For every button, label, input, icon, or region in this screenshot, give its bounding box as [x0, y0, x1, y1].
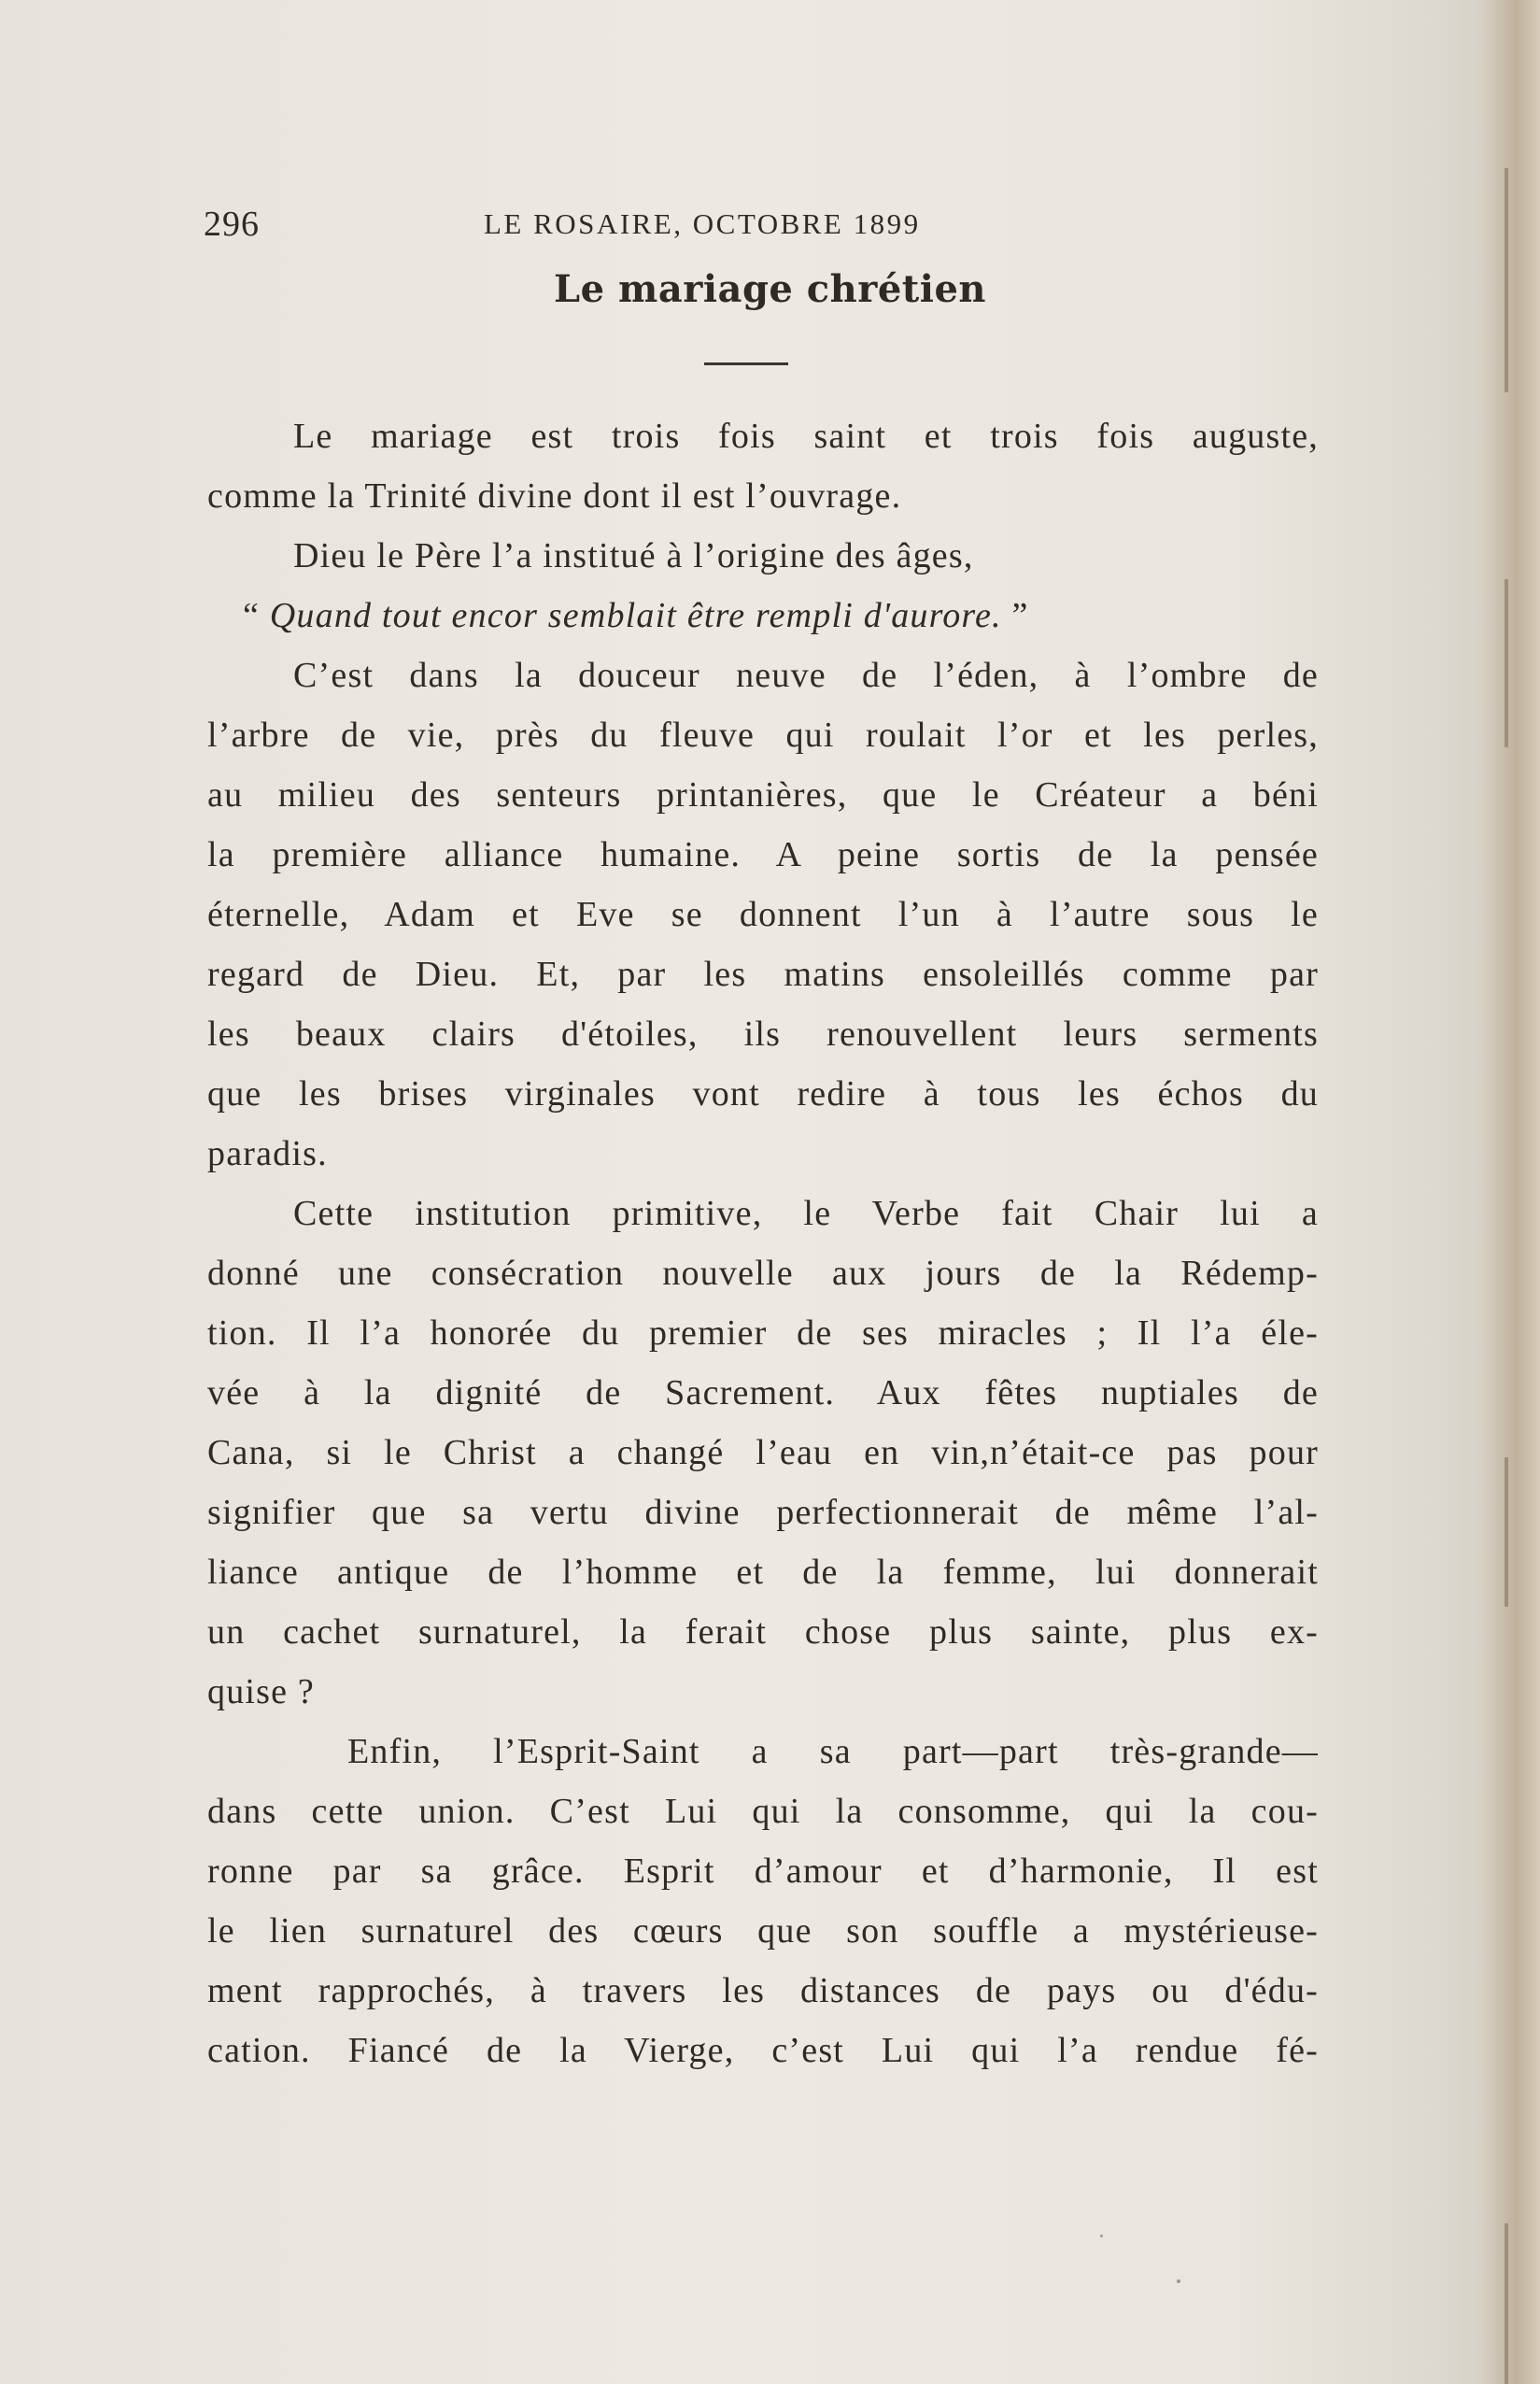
- text-line: Le mariage est trois fois saint et trois fois auguste,: [293, 417, 1319, 456]
- verse-quote: [207, 586, 1319, 646]
- article-body: [207, 406, 1319, 2080]
- text-line: dans cette union. C’est Lui qui la consomme, qui la cou-: [207, 1792, 1319, 1831]
- quote-close-mark: ”: [1011, 596, 1029, 635]
- text-line: Dieu le Père l’a institué à l’origine des âges,: [293, 536, 974, 575]
- paper-speck: [1100, 2235, 1103, 2237]
- text-line: quise ?: [207, 1672, 315, 1711]
- text-line: signifier que sa vertu divine perfectionnerait de même l’al-: [207, 1493, 1319, 1532]
- text-line: vée à la dignité de Sacrement. Aux fêtes nuptiales de: [207, 1373, 1319, 1412]
- text-line: au milieu des senteurs printanières, que le Créateur a béni: [207, 775, 1319, 815]
- text-line: un cachet surnaturel, la ferait chose plus sainte, plus ex-: [207, 1612, 1319, 1652]
- article-title: Le mariage chrétien: [554, 267, 986, 311]
- title-divider: [704, 362, 788, 365]
- running-header: [204, 204, 1315, 250]
- quote-open-mark: “: [243, 596, 261, 635]
- paper-speck: [1177, 2279, 1180, 2283]
- text-line: C’est dans la douceur neuve de l’éden, à l’ombre de: [293, 656, 1319, 695]
- text-line: les beaux clairs d'étoiles, ils renouvellent leurs serments: [207, 1015, 1319, 1054]
- text-line: liance antique de l’homme et de la femme, lui donnerait: [207, 1553, 1319, 1592]
- text-line: donné une consécration nouvelle aux jours de la Rédemp-: [207, 1254, 1319, 1293]
- quote-text: Quand tout encor semblait être rempli d'aurore.: [269, 596, 1002, 635]
- text-line: comme la Trinité divine dont il est l’ouvrage.: [207, 476, 902, 516]
- text-line: cation. Fiancé de la Vierge, c’est Lui qui l’a rendue fé-: [207, 2031, 1319, 2070]
- page-binding-edge: [1480, 0, 1540, 2384]
- text-line: la première alliance humaine. A peine sortis de la pensée: [207, 835, 1319, 874]
- text-line: Cana, si le Christ a changé l’eau en vin,n’était-ce pas pour: [207, 1433, 1319, 1472]
- text-line: Enfin, l’Esprit-Saint a sa part—part très-grande—: [347, 1732, 1319, 1771]
- running-title: LE ROSAIRE, OCTOBRE 1899: [484, 207, 921, 240]
- text-line: regard de Dieu. Et, par les matins ensoleillés comme par: [207, 955, 1319, 994]
- page-number: 296: [204, 205, 260, 244]
- text-line: Cette institution primitive, le Verbe fait Chair lui a: [293, 1194, 1319, 1233]
- text-line: paradis.: [207, 1134, 328, 1173]
- text-line: ment rapprochés, à travers les distances de pays ou d'édu-: [207, 1971, 1319, 2010]
- text-line: le lien surnaturel des cœurs que son souffle a mystérieuse-: [207, 1911, 1319, 1951]
- text-line: l’arbre de vie, près du fleuve qui roulait l’or et les perles,: [207, 716, 1319, 755]
- text-line: éternelle, Adam et Eve se donnent l’un à l’autre sous le: [207, 895, 1319, 934]
- text-line: tion. Il l’a honorée du premier de ses miracles ; Il l’a éle-: [207, 1313, 1319, 1353]
- text-line: ronne par sa grâce. Esprit d’amour et d’harmonie, Il est: [207, 1852, 1319, 1891]
- text-line: que les brises virginales vont redire à tous les échos du: [207, 1074, 1319, 1114]
